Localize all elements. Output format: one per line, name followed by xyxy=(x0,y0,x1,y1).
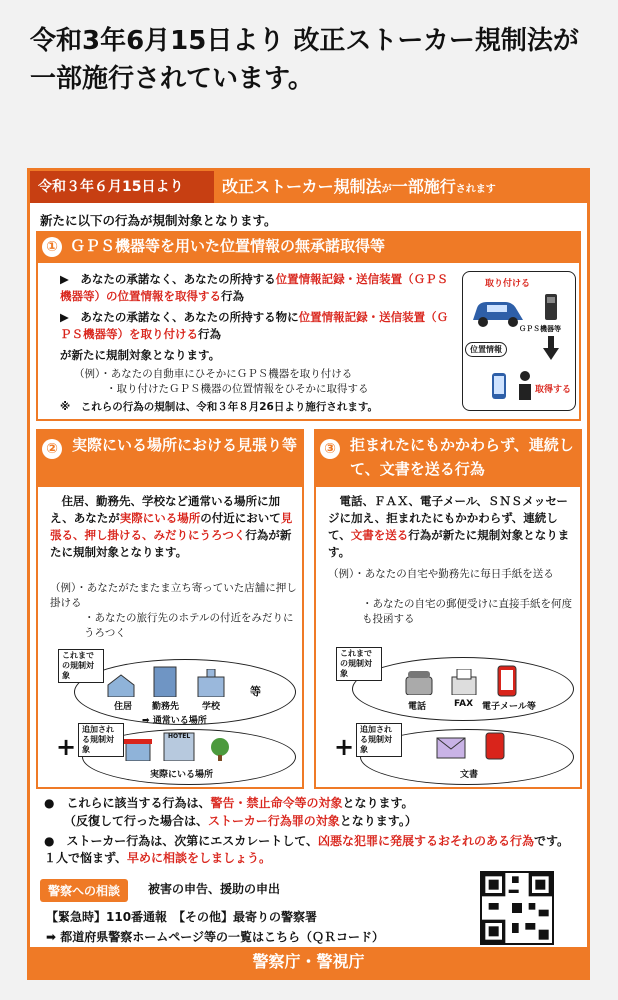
poster-footer: 警察庁・警視庁 xyxy=(30,947,587,977)
shop-icon xyxy=(124,737,152,761)
phone-icon xyxy=(491,372,507,400)
poster-title: 改正ストーカー規制法が一部施行されます xyxy=(222,177,496,196)
section1-note: ※ これらの行為の規制は、令和３年８月26日より施行されます。 xyxy=(60,401,378,413)
section1-box xyxy=(36,261,581,421)
plus-icon: + xyxy=(56,733,77,761)
qr-link-text[interactable]: ➡ 都道府県警察ホームページ等の一覧はこちら（ＱＲコード） xyxy=(46,930,384,944)
section1-example1: （例）・あなたの自動車にひそかにＧＰＳ機器を取り付ける xyxy=(74,368,353,380)
label-school: 学校 xyxy=(202,702,221,712)
section3-body: 電話、ＦＡＸ、電子メール、ＳＮＳメッセージに加え、拒まれたにもかかわらず、連続して、文書を送る行為が新たに規制対象となります。 xyxy=(328,494,570,559)
smartphone-icon xyxy=(496,665,518,697)
section2-body: 住居、勤務先、学校など通常いる場所に加え、あなたが実際にいる場所の付近において見張る、押し掛ける、みだりにうろつく行為が新たに規制対象となります。 xyxy=(50,494,293,559)
section1-bullet2: ▶ あなたの承諾なく、あなたの所持する物に位置情報記録・送信装置（ＧＰＳ機器等）を取り付ける行為 xyxy=(60,310,449,341)
headline: 令和3年6月15日より 改正ストーカー規制法が一部施行されています。 xyxy=(30,26,579,94)
down-arrow-icon xyxy=(543,336,559,360)
section1-title: ＧＰＳ機器等を用いた位置情報の無承諾取得等 xyxy=(70,237,386,255)
tree-icon xyxy=(208,737,232,761)
section1-example2: ・取り付けたＧＰＳ機器の位置情報をひそかに取得する xyxy=(106,383,369,395)
section2-example2: ・あなたの旅行先のホテルの付近をみだりにうろつく xyxy=(84,612,294,639)
poster xyxy=(27,168,590,980)
section3-example2: ・あなたの自宅の郵便受けに直接手紙を何度も投函する xyxy=(362,598,572,625)
actual-place-label: 実際にいる場所 xyxy=(150,770,214,780)
section3-box xyxy=(314,485,582,789)
acquire-label: 取得する xyxy=(535,385,572,395)
consult-badge: 警察への相談 xyxy=(40,879,128,902)
section1-after: が新たに規制対象となります。 xyxy=(60,348,221,362)
section2-box xyxy=(36,485,304,789)
telephone-icon xyxy=(404,671,434,695)
section1-number: ① xyxy=(42,237,62,257)
consult-text: 被害の申告、援助の申出 xyxy=(148,882,281,896)
label-phone: 電話 xyxy=(408,702,427,712)
plus-icon-3: + xyxy=(334,733,355,761)
section2-number: ② xyxy=(42,439,62,459)
label-house: 住居 xyxy=(114,702,133,712)
gps-device-icon xyxy=(543,292,559,322)
label-fax: FAX xyxy=(454,699,474,709)
bullet-warning: ● これらに該当する行為は、警告・禁止命令等の対象となります。 xyxy=(44,796,414,810)
bullet-escalation: ● ストーカー行為は、次第にエスカレートして、凶悪な犯罪に発展するおそれのある行為です。１人で悩まず、早めに相談をしましょう。 xyxy=(44,834,570,865)
label-office: 勤務先 xyxy=(152,702,180,712)
usual-place-label: ➡ 通常いる場所 xyxy=(142,716,207,726)
section3-example1: （例）・あなたの自宅や勤務先に毎日手紙を送る xyxy=(328,568,554,580)
section3-header xyxy=(314,429,582,485)
hotel-sign: HOTEL xyxy=(168,733,191,740)
location-info-label: 位置情報 xyxy=(465,342,507,357)
stalker-icon xyxy=(517,370,533,402)
school-icon xyxy=(196,669,226,697)
prev-target-tag-3: これまでの規制対象 xyxy=(336,647,382,681)
section3-number: ③ xyxy=(320,439,340,459)
mailbox-icon xyxy=(484,731,506,761)
poster-lead: 新たに以下の行為が規制対象となります。 xyxy=(40,213,277,228)
section3-title: 拒まれたにもかかわらず、連続して、文書を送る行為 xyxy=(350,436,574,478)
office-icon xyxy=(152,665,178,697)
bullet-warning-line2: （反復して行った場合は、ストーカー行為罪の対象となります。） xyxy=(64,814,417,828)
label-email: 電子メール等 xyxy=(482,702,536,712)
prev-target-tag: これまでの規制対象 xyxy=(58,649,104,683)
section1-bullet1: ▶ あなたの承諾なく、あなたの所持する位置情報記録・送信装置（ＧＰＳ機器等）の位置情報を取得する行為 xyxy=(60,272,449,303)
attach-label: 取り付ける xyxy=(485,279,531,289)
qr-code-icon[interactable] xyxy=(480,871,554,945)
section1-header xyxy=(36,231,581,261)
gps-illustration xyxy=(462,271,576,411)
fax-icon xyxy=(450,669,478,695)
car-icon xyxy=(467,292,527,332)
label-etc: 等 xyxy=(250,685,261,698)
added-target-tag: 追加される規制対象 xyxy=(78,723,124,757)
poster-date: 令和３年６月15日より xyxy=(30,171,214,203)
section2-example1: （例）・あなたがたまたま立ち寄っていた店舗に押し掛ける xyxy=(50,582,297,609)
section2-title: 実際にいる場所における見張り等 xyxy=(72,436,298,454)
emergency-text: 【緊急時】110番通報 【その他】最寄りの警察署 xyxy=(46,910,318,924)
added-target-tag-3: 追加される規制対象 xyxy=(356,723,402,757)
house-icon xyxy=(106,673,136,697)
poster-top-bar xyxy=(30,171,587,203)
gps-device-label: ＧＰＳ機器等 xyxy=(519,325,561,333)
section2-header xyxy=(36,429,304,485)
envelope-icon xyxy=(436,737,466,759)
document-label: 文書 xyxy=(460,770,479,780)
